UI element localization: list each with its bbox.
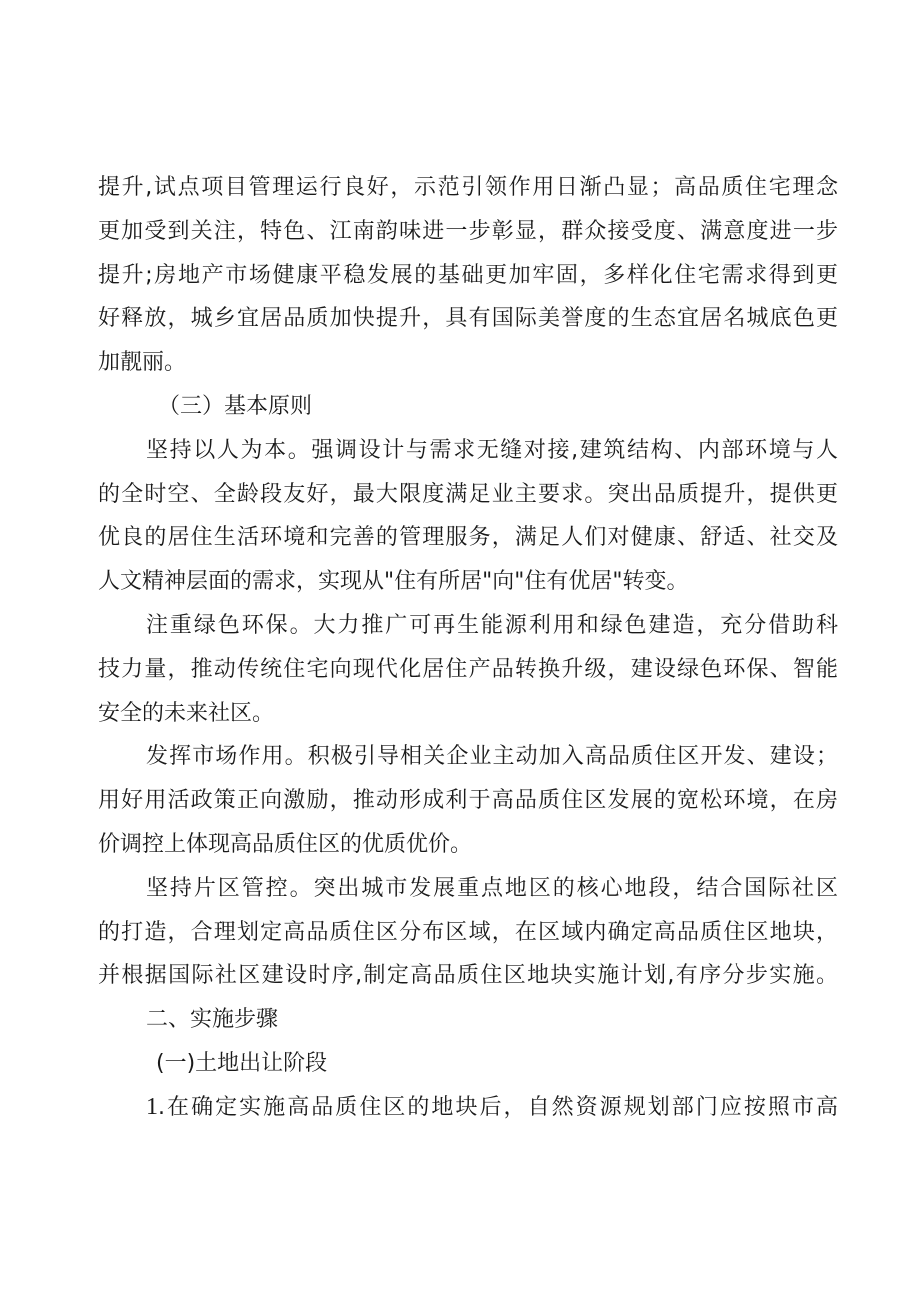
text-line: 提升,试点项目管理运行良好，示范引领作用日渐凸显；高品质住宅理念 <box>98 175 838 200</box>
text-line: 并根据国际社区建设时序,制定高品质住区地块实施计划,有序分步实施。 <box>98 963 838 989</box>
text-line: 更加受到关注，特色、江南韵味进一步彰显，群众接受度、满意度进一步 <box>98 218 838 244</box>
text-line: 注重绿色环保。大力推广可再生能源利用和绿色建造，充分借助科 <box>146 612 838 638</box>
section-heading-implementation-steps: 二、实施步骤 <box>146 1007 279 1033</box>
paragraph-green-environment <box>98 604 838 735</box>
text-line: 用好用活政策正向激励，推动形成利于高品质住区发展的宽松环境，在房 <box>98 788 838 814</box>
text-line: 优良的居住生活环境和完善的管理服务，满足人们对健康、舒适、社交及 <box>98 525 838 551</box>
list-item-number: 1 <box>146 1093 158 1120</box>
text-line: 的全时空、全龄段友好，最大限度满足业主要求。突出品质提升，提供更 <box>98 481 838 507</box>
text-line: 价调控上体现高品质住区的优质优价。 <box>98 831 473 857</box>
subsection-heading-land-transfer: (一)土地出让阶段 <box>156 1050 328 1076</box>
list-item-text: .在确定实施高品质住区的地块后，自然资源规划部门应按照市高 <box>158 1094 838 1120</box>
text-line: 加靓丽。 <box>98 350 187 376</box>
paragraph-development-goal <box>98 166 838 385</box>
document-body <box>98 166 838 1130</box>
text-line: 提升;房地产市场健康平稳发展的基础更加牢固，多样化住宅需求得到更 <box>98 262 838 288</box>
text-line: 安全的未来社区。 <box>98 700 275 726</box>
text-line: 技力量，推动传统住宅向现代化居住产品转换升级，建设绿色环保、智能 <box>98 656 838 682</box>
text-line: 坚持以人为本。强调设计与需求无缝对接,建筑结构、内部环境与人 <box>146 437 838 463</box>
paragraph-people-oriented <box>98 429 838 604</box>
text-line: 的打造，合理划定高品质住区分布区域，在区域内确定高品质住区地块， <box>98 919 838 945</box>
text-line: 坚持片区管控。突出城市发展重点地区的核心地段，结合国际社区 <box>146 875 838 901</box>
text-line: 人文精神层面的需求，实现从"住有所居"向"住有优居"转变。 <box>98 569 689 595</box>
text-line: 好释放，城乡宜居品质加快提升，具有国际美誉度的生态宜居名城底色更 <box>98 306 838 332</box>
list-item-1 <box>98 1086 838 1130</box>
paragraph-zone-control <box>98 867 838 998</box>
paragraph-market-role <box>98 735 838 866</box>
section-heading-basic-principles: （三）基本原则 <box>158 393 313 419</box>
text-line: 发挥市场作用。积极引导相关企业主动加入高品质住区开发、建设； <box>146 744 838 770</box>
